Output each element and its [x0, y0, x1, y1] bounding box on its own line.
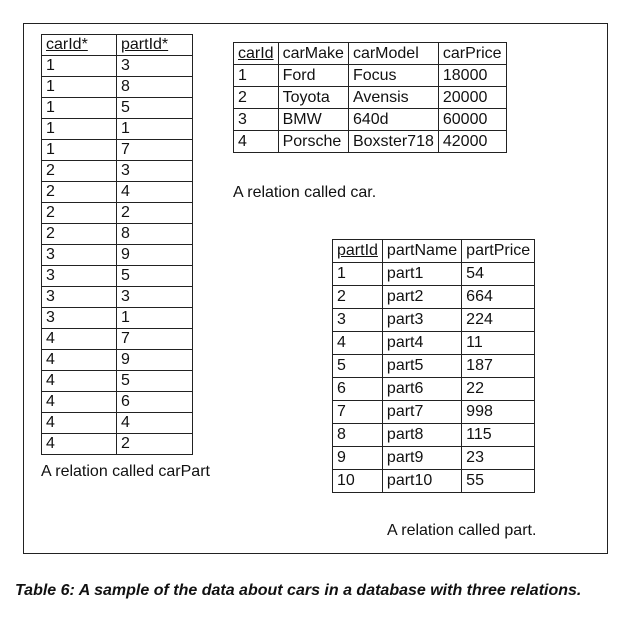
car-caption: A relation called car.	[233, 184, 377, 201]
table-cell: 2	[42, 224, 117, 245]
table-cell: Porsche	[278, 131, 348, 153]
table-cell: part4	[382, 332, 461, 355]
table-cell: 7	[117, 329, 193, 350]
table-cell: 4	[117, 413, 193, 434]
table-cell: 18000	[438, 65, 506, 87]
table-cell: 640d	[348, 109, 438, 131]
table-row	[42, 161, 193, 182]
table-cell: part7	[382, 401, 461, 424]
table-cell: 3	[117, 287, 193, 308]
table-cell: 9	[117, 245, 193, 266]
table-cell: 3	[42, 266, 117, 287]
table-cell: 2	[117, 434, 193, 455]
table-row	[42, 119, 193, 140]
table-row	[333, 470, 535, 493]
column-header: carPrice	[438, 43, 506, 65]
table-cell: part10	[382, 470, 461, 493]
table-cell: 1	[42, 98, 117, 119]
table-cell: 1	[117, 119, 193, 140]
table-cell: 55	[462, 470, 535, 493]
table-row	[42, 287, 193, 308]
table-cell: 7	[117, 140, 193, 161]
table-cell: BMW	[278, 109, 348, 131]
table-row	[333, 286, 535, 309]
table-header-row	[234, 43, 507, 65]
table-cell: 4	[333, 332, 383, 355]
table-row	[333, 263, 535, 286]
table-row	[333, 424, 535, 447]
table-cell: part3	[382, 309, 461, 332]
table-cell: 23	[462, 447, 535, 470]
table-row	[42, 350, 193, 371]
table-cell: 6	[333, 378, 383, 401]
table-cell: Toyota	[278, 87, 348, 109]
carpart-table	[41, 34, 193, 455]
table-row	[234, 109, 507, 131]
table-row	[42, 266, 193, 287]
table-cell: 8	[117, 224, 193, 245]
table-cell: 4	[117, 182, 193, 203]
column-header: carId	[234, 43, 279, 65]
table-row	[42, 371, 193, 392]
table-cell: 5	[333, 355, 383, 378]
table-cell: 5	[117, 266, 193, 287]
table-cell: 2	[117, 203, 193, 224]
table-row	[42, 413, 193, 434]
column-header: partPrice	[462, 240, 535, 263]
table-cell: Ford	[278, 65, 348, 87]
table-cell: 2	[234, 87, 279, 109]
table-cell: 3	[234, 109, 279, 131]
carpart-caption: A relation called carPart	[41, 463, 210, 480]
table-cell: 8	[117, 77, 193, 98]
table-cell: 2	[42, 203, 117, 224]
table-row	[42, 203, 193, 224]
table-cell: part2	[382, 286, 461, 309]
table-cell: 115	[462, 424, 535, 447]
table-cell: part8	[382, 424, 461, 447]
table-row	[234, 131, 507, 153]
table-cell: 4	[42, 434, 117, 455]
table-cell: part9	[382, 447, 461, 470]
table-row	[234, 87, 507, 109]
table-cell: 4	[42, 413, 117, 434]
table-row	[333, 355, 535, 378]
table-cell: 22	[462, 378, 535, 401]
part-table	[332, 239, 535, 493]
table-cell: 3	[117, 56, 193, 77]
table-cell: 3	[333, 309, 383, 332]
column-header: carModel	[348, 43, 438, 65]
table-cell: part1	[382, 263, 461, 286]
table-cell: 42000	[438, 131, 506, 153]
column-header: carId*	[42, 35, 117, 56]
table-row	[42, 245, 193, 266]
table-cell: part6	[382, 378, 461, 401]
table-row	[42, 140, 193, 161]
table-cell: 2	[333, 286, 383, 309]
table-cell: Boxster718	[348, 131, 438, 153]
table-cell: 3	[42, 308, 117, 329]
table-row	[42, 77, 193, 98]
table-cell: 4	[42, 329, 117, 350]
table-row	[234, 65, 507, 87]
table-cell: 6	[117, 392, 193, 413]
table-row	[42, 224, 193, 245]
table-cell: 7	[333, 401, 383, 424]
table-cell: 5	[117, 98, 193, 119]
table-cell: 54	[462, 263, 535, 286]
figure-caption: Table 6: A sample of the data about cars in a database with three relations.	[15, 582, 582, 599]
table-cell: 9	[117, 350, 193, 371]
table-cell: 4	[42, 350, 117, 371]
table-header-row	[333, 240, 535, 263]
table-cell: 20000	[438, 87, 506, 109]
table-cell: 11	[462, 332, 535, 355]
table-cell: 8	[333, 424, 383, 447]
table-row	[42, 392, 193, 413]
table-cell: part5	[382, 355, 461, 378]
table-header-row	[42, 35, 193, 56]
table-cell: 1	[234, 65, 279, 87]
table-cell: 4	[234, 131, 279, 153]
table-cell: 3	[42, 245, 117, 266]
table-cell: 60000	[438, 109, 506, 131]
car-table	[233, 42, 507, 153]
table-cell: 1	[42, 77, 117, 98]
table-cell: 3	[117, 161, 193, 182]
table-cell: 224	[462, 309, 535, 332]
table-cell: 664	[462, 286, 535, 309]
table-cell: 1	[42, 140, 117, 161]
table-cell: 1	[42, 119, 117, 140]
part-caption: A relation called part.	[387, 522, 537, 539]
table-cell: 1	[333, 263, 383, 286]
table-cell: 2	[42, 182, 117, 203]
column-header: partName	[382, 240, 461, 263]
table-cell: 1	[117, 308, 193, 329]
table-row	[333, 378, 535, 401]
table-row	[42, 329, 193, 350]
column-header: carMake	[278, 43, 348, 65]
table-row	[333, 332, 535, 355]
table-cell: 5	[117, 371, 193, 392]
table-cell: 4	[42, 392, 117, 413]
table-row	[333, 447, 535, 470]
table-cell: 187	[462, 355, 535, 378]
table-row	[333, 309, 535, 332]
table-cell: 4	[42, 371, 117, 392]
table-row	[42, 98, 193, 119]
table-row	[42, 56, 193, 77]
table-row	[42, 308, 193, 329]
table-cell: 10	[333, 470, 383, 493]
column-header: partId	[333, 240, 383, 263]
table-cell: 2	[42, 161, 117, 182]
table-cell: 9	[333, 447, 383, 470]
table-cell: Focus	[348, 65, 438, 87]
table-cell: 3	[42, 287, 117, 308]
table-row	[42, 434, 193, 455]
table-cell: 1	[42, 56, 117, 77]
column-header: partId*	[117, 35, 193, 56]
table-row	[42, 182, 193, 203]
table-cell: Avensis	[348, 87, 438, 109]
table-cell: 998	[462, 401, 535, 424]
table-row	[333, 401, 535, 424]
